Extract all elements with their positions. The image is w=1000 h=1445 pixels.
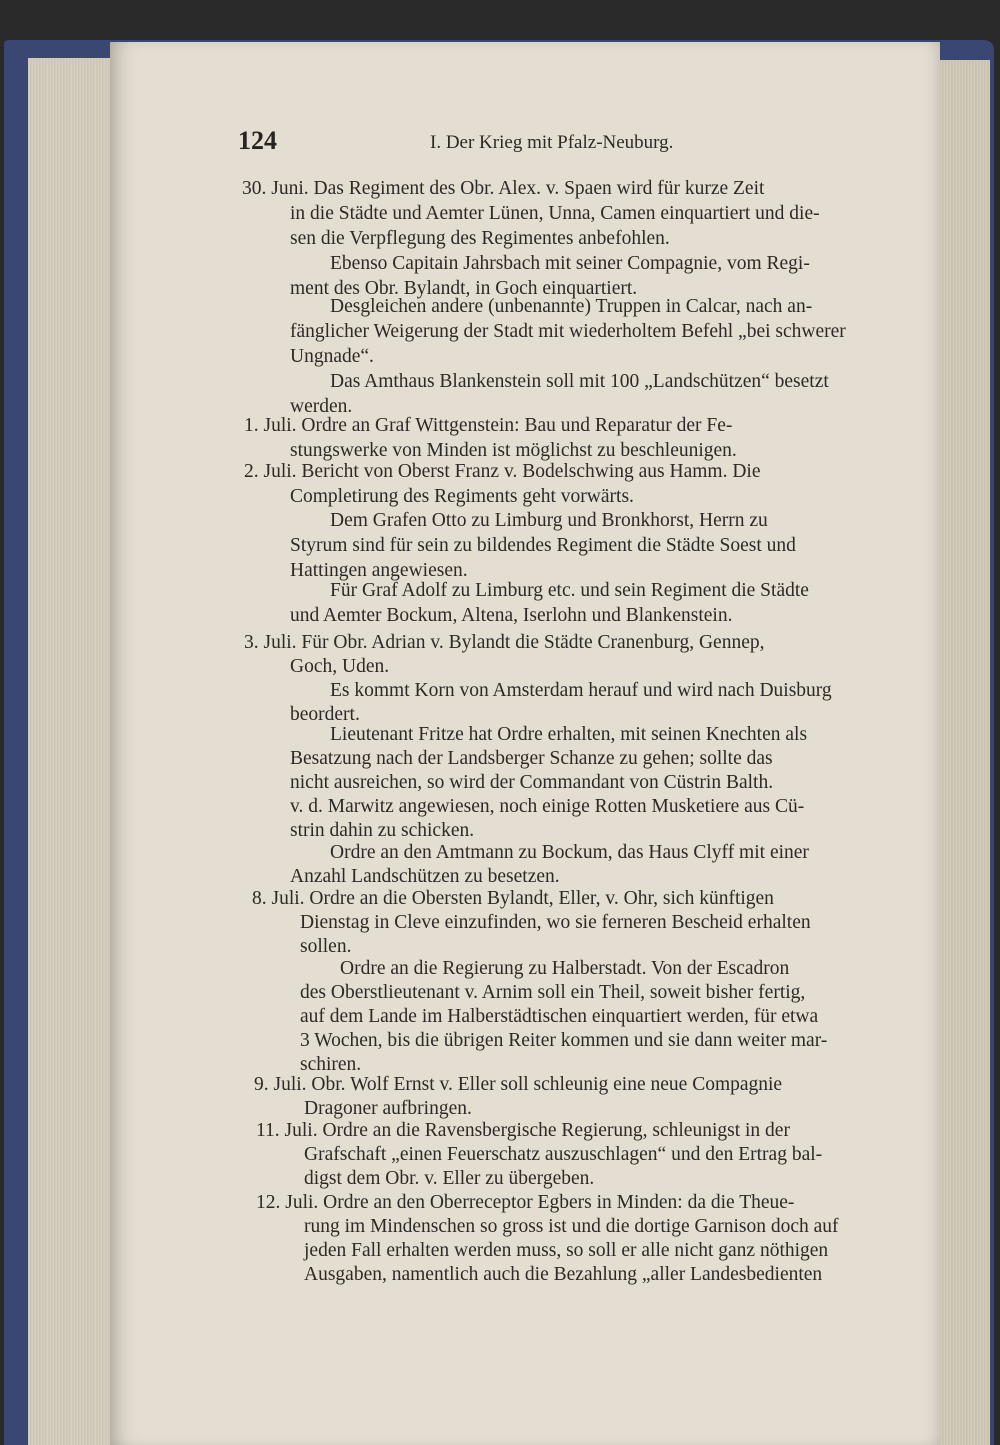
text-line: Für Graf Adolf zu Limburg etc. und sein Regiment die Städte: [330, 580, 809, 601]
text-line: und Aemter Bockum, Altena, Iserlohn und Blankenstein.: [290, 605, 733, 626]
text-line: beordert.: [290, 704, 360, 725]
text-line: rung im Mindenschen so gross ist und die dortige Garnison doch auf: [304, 1216, 839, 1237]
text-line: werden.: [290, 396, 353, 417]
text-line: Styrum sind für sein zu bildendes Regiment die Städte Soest und: [290, 535, 796, 556]
text-line: sen die Verpflegung des Regimentes anbefohlen.: [290, 228, 670, 249]
text-line: 2. Juli. Bericht von Oberst Franz v. Bodelschwing aus Hamm. Die: [244, 461, 761, 482]
text-line: Completirung des Regiments geht vorwärts.: [290, 486, 634, 507]
text-line: Es kommt Korn von Amsterdam herauf und wird nach Duisburg: [330, 680, 832, 701]
text-line: 3. Juli. Für Obr. Adrian v. Bylandt die Städte Cranenburg, Gennep,: [244, 632, 765, 653]
text-line: jeden Fall erhalten werden muss, so soll er alle nicht ganz nöthigen: [304, 1240, 829, 1261]
text-line: Dragoner aufbringen.: [304, 1098, 472, 1119]
text-line: Grafschaft „einen Feuerschatz auszuschlagen“ und den Ertrag bal-: [304, 1144, 823, 1165]
text-line: schiren.: [300, 1054, 362, 1075]
text-line: ment des Obr. Bylandt, in Goch einquartiert.: [290, 278, 638, 299]
text-line: Ausgaben, namentlich auch die Bezahlung „aller Landesbedienten: [304, 1264, 823, 1285]
text-line: Lieutenant Fritze hat Ordre erhalten, mit seinen Knechten als: [330, 724, 808, 745]
text-line: Dienstag in Cleve einzufinden, wo sie ferneren Bescheid erhalten: [300, 912, 811, 933]
text-line: in die Städte und Aemter Lünen, Unna, Camen einquartiert und die-: [290, 203, 820, 224]
text-line: Hattingen angewiesen.: [290, 560, 468, 581]
text-line: 11. Juli. Ordre an die Ravensbergische Regierung, schleunigst in der: [256, 1120, 790, 1141]
text-line: Das Amthaus Blankenstein soll mit 100 „Landschützen“ besetzt: [330, 371, 829, 392]
text-line: digst dem Obr. v. Eller zu übergeben.: [304, 1168, 595, 1189]
text-line: Goch, Uden.: [290, 656, 390, 677]
text-line: 9. Juli. Obr. Wolf Ernst v. Eller soll schleunig eine neue Compagnie: [254, 1074, 783, 1095]
text-line: 1. Juli. Ordre an Graf Wittgenstein: Bau und Reparatur der Fe-: [244, 415, 733, 436]
page-number: 124: [238, 126, 277, 155]
text-line: 30. Juni. Das Regiment des Obr. Alex. v. Spaen wird für kurze Zeit: [242, 178, 765, 199]
text-line: Ebenso Capitain Jahrsbach mit seiner Compagnie, vom Regi-: [330, 253, 810, 274]
text-line: nicht ausreichen, so wird der Commandant von Cüstrin Balth.: [290, 772, 774, 793]
text-line: v. d. Marwitz angewiesen, noch einige Rotten Musketiere aus Cü-: [290, 796, 805, 817]
text-line: stungswerke von Minden ist möglichst zu beschleunigen.: [290, 440, 737, 461]
text-line: 8. Juli. Ordre an die Obersten Bylandt, Eller, v. Ohr, sich künftigen: [252, 888, 774, 909]
text-line: Dem Grafen Otto zu Limburg und Bronkhorst, Herrn zu: [330, 510, 768, 531]
text-line: strin dahin zu schicken.: [290, 820, 475, 841]
text-line: fänglicher Weigerung der Stadt mit wiederholtem Befehl „bei schwerer: [290, 321, 846, 342]
text-line: sollen.: [300, 936, 352, 957]
text-line: auf dem Lande im Halberstädtischen einquartiert werden, für etwa: [300, 1006, 819, 1027]
text-line: Ordre an den Amtmann zu Bockum, das Haus Clyff mit einer: [330, 842, 809, 863]
text-line: Desgleichen andere (unbenannte) Truppen in Calcar, nach an-: [330, 296, 813, 317]
text-line: Ungnade“.: [290, 346, 374, 367]
text-line: Besatzung nach der Landsberger Schanze zu gehen; sollte das: [290, 748, 773, 769]
text-line: Anzahl Landschützen zu besetzen.: [290, 866, 560, 887]
text-line: 12. Juli. Ordre an den Oberreceptor Egbers in Minden: da die Theue-: [256, 1192, 795, 1213]
text-line: 3 Wochen, bis die übrigen Reiter kommen und sie dann weiter mar-: [300, 1030, 828, 1051]
text-line: des Oberstlieutenant v. Arnim soll ein Theil, soweit bisher fertig,: [300, 982, 806, 1003]
text-line: Ordre an die Regierung zu Halberstadt. Von der Escadron: [340, 958, 790, 979]
page-edges-left: [28, 58, 118, 1445]
running-title: I. Der Krieg mit Pfalz-Neuburg.: [430, 132, 674, 153]
